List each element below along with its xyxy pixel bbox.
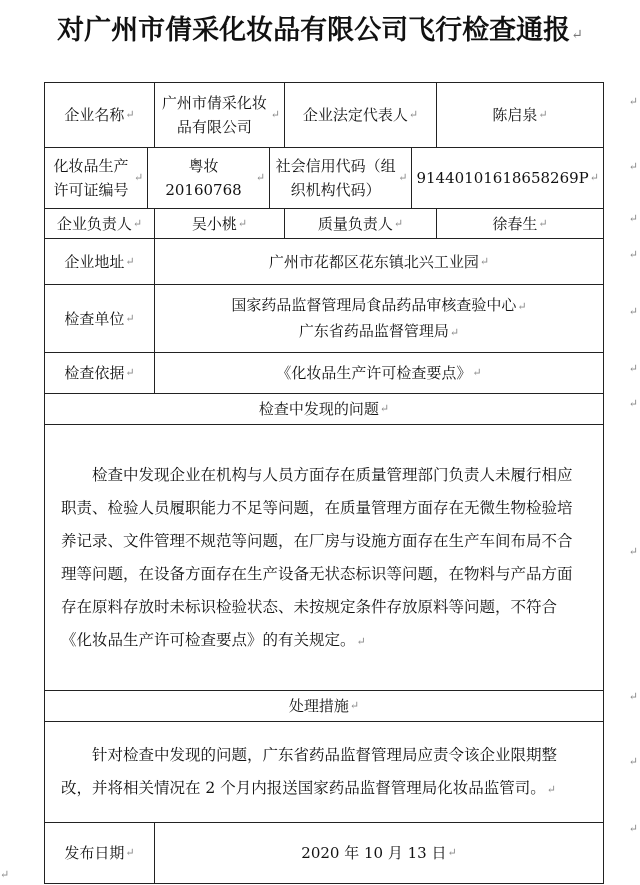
return-icon: ↵ bbox=[628, 95, 638, 108]
return-icon: ↵ bbox=[132, 216, 143, 230]
return-icon: ↵ bbox=[349, 699, 360, 712]
return-icon: ↵ bbox=[125, 108, 135, 121]
return-icon: ↵ bbox=[255, 171, 266, 184]
return-icon: ↵ bbox=[125, 366, 135, 379]
return-icon: ↵ bbox=[447, 846, 457, 859]
table-row bbox=[45, 83, 603, 148]
address-label: 企业地址 ↵ bbox=[45, 239, 155, 284]
license-value: 粤妆 20160768 ↵ bbox=[148, 148, 270, 208]
report-table bbox=[44, 82, 604, 884]
return-icon: ↵ bbox=[479, 254, 490, 268]
return-icon: ↵ bbox=[449, 325, 460, 339]
return-icon: ↵ bbox=[628, 755, 638, 768]
return-icon: ↵ bbox=[517, 299, 527, 313]
table-row bbox=[45, 353, 603, 394]
return-icon: ↵ bbox=[472, 366, 482, 379]
return-icon: ↵ bbox=[628, 690, 638, 703]
license-label: 化妆品生产许可证编号 ↵ bbox=[45, 148, 148, 208]
address-value: 广州市花都区花东镇北兴工业园 ↵ bbox=[155, 239, 603, 284]
findings-body: 检查中发现企业在机构与人员方面存在质量管理部门负责人未履行相应职责、检验人员履职能力不足等问题，在质量管理方面存在无微生物检验培养记录、文件管理不规范等问题，在厂房与设施方面存在生产车间布局不合理等问题，在设备方面存在生产设备无状态标识等问题，在物料与产品方面存在原料存放时未标识检验状态、未按规定条件存放原料等问题，不符合《化妆品生产许可检查要点》的有关规定。↵ bbox=[61, 466, 573, 649]
table-row bbox=[45, 691, 603, 722]
return-icon: ↵ bbox=[125, 846, 135, 859]
return-icon: ↵ bbox=[237, 216, 248, 230]
return-icon: ↵ bbox=[408, 108, 419, 121]
company-name-value: 广州市倩采化妆品有限公司 ↵ bbox=[155, 83, 285, 147]
return-icon: ↵ bbox=[538, 216, 548, 230]
legal-rep-value: 陈启泉 ↵ bbox=[437, 83, 603, 147]
table-row bbox=[45, 239, 603, 285]
table-row bbox=[45, 823, 603, 883]
legal-rep-label: 企业法定代表人 ↵ bbox=[285, 83, 437, 147]
return-icon: ↵ bbox=[546, 782, 556, 796]
table-row bbox=[45, 148, 603, 209]
findings-header: 检查中发现的问题 ↵ bbox=[45, 394, 603, 424]
basis-label: 检查依据 ↵ bbox=[45, 353, 155, 393]
return-icon: ↵ bbox=[125, 311, 135, 325]
return-icon: ↵ bbox=[628, 248, 638, 261]
table-row bbox=[45, 209, 603, 239]
return-icon: ↵ bbox=[628, 822, 638, 835]
return-icon: ↵ bbox=[628, 212, 638, 225]
manager-value: 吴小桃 ↵ bbox=[155, 209, 285, 238]
table-row bbox=[45, 394, 603, 425]
return-icon: ↵ bbox=[393, 216, 404, 230]
credit-code-value: 91440101618658269P ↵ bbox=[412, 148, 603, 208]
manager-label: 企业负责人 ↵ bbox=[45, 209, 155, 238]
return-icon: ↵ bbox=[628, 545, 638, 558]
return-icon: ↵ bbox=[133, 171, 144, 184]
basis-value: 《化妆品生产许可检查要点》 ↵ bbox=[155, 353, 603, 393]
date-value: 2020 年 10 月 13 日 ↵ bbox=[155, 823, 603, 883]
measures-header: 处理措施 ↵ bbox=[45, 691, 603, 721]
inspector-label: 检查单位 ↵ bbox=[45, 285, 155, 352]
return-icon: ↵ bbox=[125, 254, 135, 268]
return-icon: ↵ bbox=[379, 402, 390, 415]
table-row bbox=[45, 722, 603, 823]
quality-value: 徐春生 ↵ bbox=[437, 209, 603, 238]
return-icon: ↵ bbox=[356, 635, 366, 648]
return-icon: ↵ bbox=[628, 397, 638, 410]
company-name-label: 企业名称 ↵ bbox=[45, 83, 155, 147]
inspector-value: 国家药品监督管理局食品药品审核查验中心↵ 广东省药品监督管理局↵ bbox=[231, 295, 527, 340]
table-row bbox=[45, 285, 603, 353]
return-icon: ↵ bbox=[628, 362, 638, 375]
return-icon: ↵ bbox=[628, 305, 638, 318]
return-icon: ↵ bbox=[270, 108, 280, 121]
credit-code-label: 社会信用代码（组织机构代码） ↵ bbox=[270, 148, 412, 208]
quality-label: 质量负责人 ↵ bbox=[285, 209, 437, 238]
return-icon: ↵ bbox=[538, 108, 548, 121]
return-icon: ↵ bbox=[398, 171, 408, 184]
table-row bbox=[45, 425, 603, 691]
measures-body: 针对检查中发现的问题，广东省药品监督管理局应责令该企业限期整改，并将相关情况在 2 个月内报送国家药品监督管理局化妆品监管司。↵ bbox=[61, 745, 558, 797]
document-title: 对广州市倩采化妆品有限公司飞行检查通报↵ bbox=[57, 15, 583, 46]
return-icon: ↵ bbox=[571, 27, 583, 43]
return-icon: ↵ bbox=[589, 171, 599, 184]
return-icon: ↵ bbox=[0, 868, 10, 881]
return-icon: ↵ bbox=[628, 160, 638, 173]
date-label: 发布日期 ↵ bbox=[45, 823, 155, 883]
